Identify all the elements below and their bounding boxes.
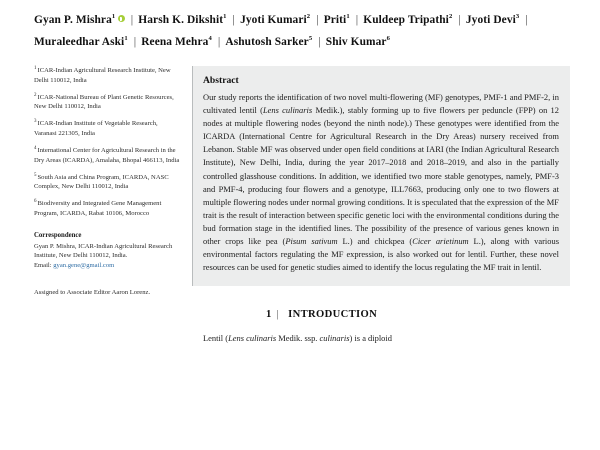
author-separator: | bbox=[316, 12, 319, 26]
author-affiliation-marker: 5 bbox=[308, 35, 313, 43]
affiliation-marker: 6 bbox=[34, 199, 37, 205]
author-separator: | bbox=[458, 12, 461, 26]
species-name-cicer-arietinum: Cicer arietinum bbox=[412, 236, 469, 247]
author-separator: | bbox=[217, 34, 221, 48]
author-separator: | bbox=[525, 12, 528, 26]
affiliation-marker: 3 bbox=[34, 119, 37, 125]
affiliation-item: $^5$South Asia and China Program, ICARDA, NASC Complex, New Delhi 110012, India bbox=[34, 172, 169, 191]
author-name: Gyan P. Mishra$^1$ bbox=[34, 14, 125, 26]
affiliation-marker: 2 bbox=[34, 92, 37, 98]
affiliation-marker: 4 bbox=[34, 145, 37, 151]
author-name: Kuldeep Tripathi$^2$ bbox=[363, 13, 453, 26]
affiliation-list bbox=[34, 66, 180, 219]
affiliation-item: $^1$ICAR-Indian Agricultural Research Institute, New Delhi 110012, India bbox=[34, 65, 171, 84]
author-name: Reena Mehra$^4$ bbox=[141, 35, 212, 48]
affiliation-marker: 5 bbox=[34, 172, 37, 178]
two-column-body bbox=[34, 66, 570, 345]
author-list bbox=[34, 6, 570, 53]
affiliation-item: $^3$ICAR-Indian Institute of Vegetable Research, Varanasi 221305, India bbox=[34, 119, 158, 137]
author-name: Muraleedhar Aski$^1$ bbox=[34, 35, 128, 48]
affiliation-item: $^2$ICAR-National Bureau of Plant Genetic Resources, New Delhi 110012, India bbox=[34, 92, 174, 111]
author-separator: | bbox=[130, 12, 134, 26]
abstract-heading: Abstract bbox=[203, 75, 239, 86]
author-separator: | bbox=[318, 34, 321, 48]
author-affiliation-marker: 2 bbox=[448, 13, 453, 21]
author-affiliation-marker: 2 bbox=[306, 13, 311, 21]
section-title: INTRODUCTION bbox=[288, 309, 378, 321]
subspecies-name-culinaris: culinaris bbox=[319, 333, 350, 344]
correspondence-email-line bbox=[34, 261, 180, 271]
abstract-box bbox=[192, 66, 570, 286]
author-affiliation-marker: 1 bbox=[124, 35, 128, 43]
author-affiliation-marker: 3 bbox=[515, 13, 520, 21]
correspondence-heading: Correspondence bbox=[34, 231, 82, 239]
affiliation-marker: 1 bbox=[34, 65, 37, 71]
author-affiliation-marker: 4 bbox=[208, 35, 212, 43]
author-name: Priti$^1$ bbox=[323, 13, 350, 26]
author-affiliation-marker: 1 bbox=[346, 13, 350, 21]
author-affiliation-marker: 1 bbox=[111, 13, 116, 21]
author-separator: | bbox=[355, 12, 359, 26]
author-name: Jyoti Kumari$^2$ bbox=[240, 13, 311, 26]
species-name-lens-culinaris: Lens culinaris bbox=[262, 105, 313, 116]
author-name: Harsh K. Dikshit$^1$ bbox=[138, 13, 227, 26]
correspondence-address: Gyan P. Mishra, ICAR-Indian Agricultural Research Institute, New Delhi 110012, India. bbox=[34, 242, 173, 260]
author-affiliation-marker: 1 bbox=[223, 13, 227, 21]
orcid-icon[interactable] bbox=[118, 15, 125, 22]
affiliation-item: $^4$International Center for Agricultural Research in the Dry Areas (ICARDA), Amalaha, Bhopal 466113, India bbox=[34, 145, 180, 164]
author-name: Shiv Kumar$^6$ bbox=[325, 35, 390, 48]
section-number: 1 bbox=[266, 309, 272, 321]
author-affiliation-marker: 6 bbox=[386, 35, 390, 43]
affiliation-item: $^6$Biodiversity and Integrated Gene Management Program, ICARDA, Rabat 10106, Morocco bbox=[34, 199, 162, 218]
section-divider: | bbox=[276, 309, 280, 321]
author-separator: | bbox=[232, 12, 236, 26]
left-column bbox=[34, 66, 192, 298]
author-separator: | bbox=[133, 34, 137, 48]
right-column bbox=[192, 66, 570, 345]
email-label: Email: bbox=[34, 261, 52, 269]
species-name-pisum-sativum: Pisum sativum bbox=[285, 236, 338, 247]
author-name: Ashutosh Sarker$^5$ bbox=[225, 35, 313, 48]
section-heading-introduction bbox=[266, 309, 570, 320]
email-link[interactable]: gyan.gene@gmail.com bbox=[53, 261, 115, 269]
species-name-lens-culinaris-intro: Lens culinaris bbox=[228, 333, 277, 344]
author-name: Jyoti Devi$^3$ bbox=[465, 13, 520, 26]
correspondence-block bbox=[34, 231, 180, 271]
introduction-paragraph: Lentil (Lens culinaris Medik. ssp. culinaris) is a diploid bbox=[203, 333, 392, 344]
editor-assignment-note: Assigned to Associate Editor Aaron Lorenz. bbox=[34, 289, 151, 297]
abstract-text: Our study reports the identification of two novel multi-flowering (MF) genotypes, PMF-1 and PMF-2, in cultivated lentil (Lens culinaris Medik.), stably forming up to five flowers per peduncle (FPP) on 12 nodes at multiple flowering nodes (beyond the ninth node).) These genotypes were identified from the ICARDA (International Centre for Agricultural Research in the Dry Areas) nursery received from Lebanon. Stable MF was observed under open field conditions at IARI (the Indian Agricultural Research Institute), New Delhi, India, during the year 2017–2018 and 2018–2019, and also in the partially controlled glasshouse conditions. In addition, we identified two more stable genotypes, namely, PMF-3 and PMF-4, producing four flowers and a genotype, ILL7663, producing only one to two flowers at multiple flowering nodes under normal growing conditions. It is speculated that the expression of the MF trait is the result of interaction between specific genetic loci with the environmental conditions during the bud formation stage in the identified lines. The possibility of the presence of various genes known in other crops like pea (Pisum sativum L.) and chickpea (Cicer arietinum L.), along with various environmental factors regulating the MF expression, is also worked out for lentil. Further, these novel resources can be used for genetic studies aimed to identify the locus regulating the MF trait in lentil. bbox=[203, 92, 559, 273]
